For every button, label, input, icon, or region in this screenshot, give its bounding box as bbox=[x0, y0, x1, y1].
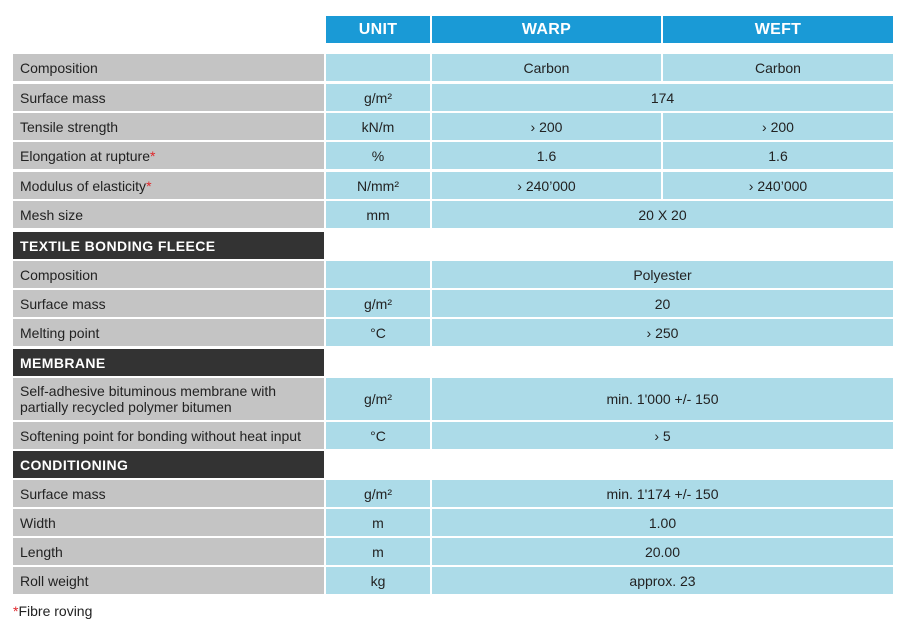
table-row-roll-weight bbox=[13, 567, 893, 594]
table-row-width bbox=[13, 509, 893, 536]
warp-cell: Carbon bbox=[432, 54, 661, 81]
value-cell: › 5 bbox=[432, 422, 893, 449]
unit-cell: mm bbox=[326, 201, 430, 228]
value-cell: approx. 23 bbox=[432, 567, 893, 594]
table-row-length bbox=[13, 538, 893, 565]
warp-cell: › 240’000 bbox=[432, 172, 661, 199]
unit-cell bbox=[326, 261, 430, 288]
row-label: Softening point for bonding without heat input bbox=[13, 422, 324, 449]
row-label: Roll weight bbox=[13, 567, 324, 594]
table-row-self-adhesive bbox=[13, 378, 893, 420]
row-label: Melting point bbox=[13, 319, 324, 346]
unit-cell: °C bbox=[326, 422, 430, 449]
unit-cell: g/m² bbox=[326, 84, 430, 111]
footnote-marker: * bbox=[149, 147, 156, 164]
table-row-surface-mass bbox=[13, 84, 893, 111]
section-header-membrane: MEMBRANE bbox=[13, 349, 324, 376]
table-row-mesh-size bbox=[13, 201, 893, 228]
value-cell: 174 bbox=[432, 84, 893, 111]
unit-cell: g/m² bbox=[326, 378, 430, 420]
table-row-modulus bbox=[13, 172, 893, 199]
value-cell: min. 1'000 +/- 150 bbox=[432, 378, 893, 420]
row-label bbox=[13, 142, 324, 169]
header-warp: WARP bbox=[432, 16, 661, 43]
weft-cell: › 200 bbox=[663, 113, 893, 140]
footnote bbox=[13, 603, 92, 619]
table-row-elongation bbox=[13, 142, 893, 169]
row-label: Tensile strength bbox=[13, 113, 324, 140]
table-row-composition bbox=[13, 54, 893, 81]
header-unit: UNIT bbox=[326, 16, 430, 43]
weft-cell: Carbon bbox=[663, 54, 893, 81]
unit-cell: % bbox=[326, 142, 430, 169]
unit-cell: N/mm² bbox=[326, 172, 430, 199]
table-row-fleece-composition bbox=[13, 261, 893, 288]
value-cell: 20 bbox=[432, 290, 893, 317]
weft-cell: › 240’000 bbox=[663, 172, 893, 199]
row-label: Surface mass bbox=[13, 290, 324, 317]
unit-cell: °C bbox=[326, 319, 430, 346]
section-header-fleece: TEXTILE BONDING FLEECE bbox=[13, 232, 324, 259]
header-weft: WEFT bbox=[663, 16, 893, 43]
unit-cell bbox=[326, 54, 430, 81]
row-label: Width bbox=[13, 509, 324, 536]
footnote-marker: * bbox=[146, 177, 152, 194]
row-label bbox=[13, 172, 324, 199]
row-label: Composition bbox=[13, 261, 324, 288]
section-header-conditioning: CONDITIONING bbox=[13, 451, 324, 478]
row-label: Mesh size bbox=[13, 201, 324, 228]
value-cell: Polyester bbox=[432, 261, 893, 288]
unit-cell: m bbox=[326, 538, 430, 565]
warp-cell: 1.6 bbox=[432, 142, 661, 169]
row-label-line: Self-adhesive bituminous membrane with bbox=[20, 383, 277, 399]
table-row-cond-surface-mass bbox=[13, 480, 893, 507]
value-cell: 20.00 bbox=[432, 538, 893, 565]
unit-cell: kN/m bbox=[326, 113, 430, 140]
row-label: Surface mass bbox=[13, 480, 324, 507]
row-label: Composition bbox=[13, 54, 324, 81]
row-label: Length bbox=[13, 538, 324, 565]
footnote-marker: * bbox=[13, 603, 19, 619]
value-cell: min. 1'174 +/- 150 bbox=[432, 480, 893, 507]
table-row-softening-point bbox=[13, 422, 893, 449]
unit-cell: m bbox=[326, 509, 430, 536]
value-cell: › 250 bbox=[432, 319, 893, 346]
table-row-fleece-surface-mass bbox=[13, 290, 893, 317]
footnote-text: Fibre roving bbox=[18, 603, 93, 619]
unit-cell: g/m² bbox=[326, 290, 430, 317]
table-row-melting-point bbox=[13, 319, 893, 346]
warp-cell: › 200 bbox=[432, 113, 661, 140]
row-label-text: Modulus of elasticity bbox=[20, 177, 147, 194]
row-label bbox=[13, 378, 324, 420]
row-label-text: Elongation at rupture bbox=[20, 147, 150, 164]
row-label: Surface mass bbox=[13, 84, 324, 111]
value-cell: 1.00 bbox=[432, 509, 893, 536]
table-row-tensile-strength bbox=[13, 113, 893, 140]
row-label-line: partially recycled polymer bitumen bbox=[20, 399, 232, 415]
unit-cell: kg bbox=[326, 567, 430, 594]
value-cell: 20 X 20 bbox=[432, 201, 893, 228]
unit-cell: g/m² bbox=[326, 480, 430, 507]
weft-cell: 1.6 bbox=[663, 142, 893, 169]
